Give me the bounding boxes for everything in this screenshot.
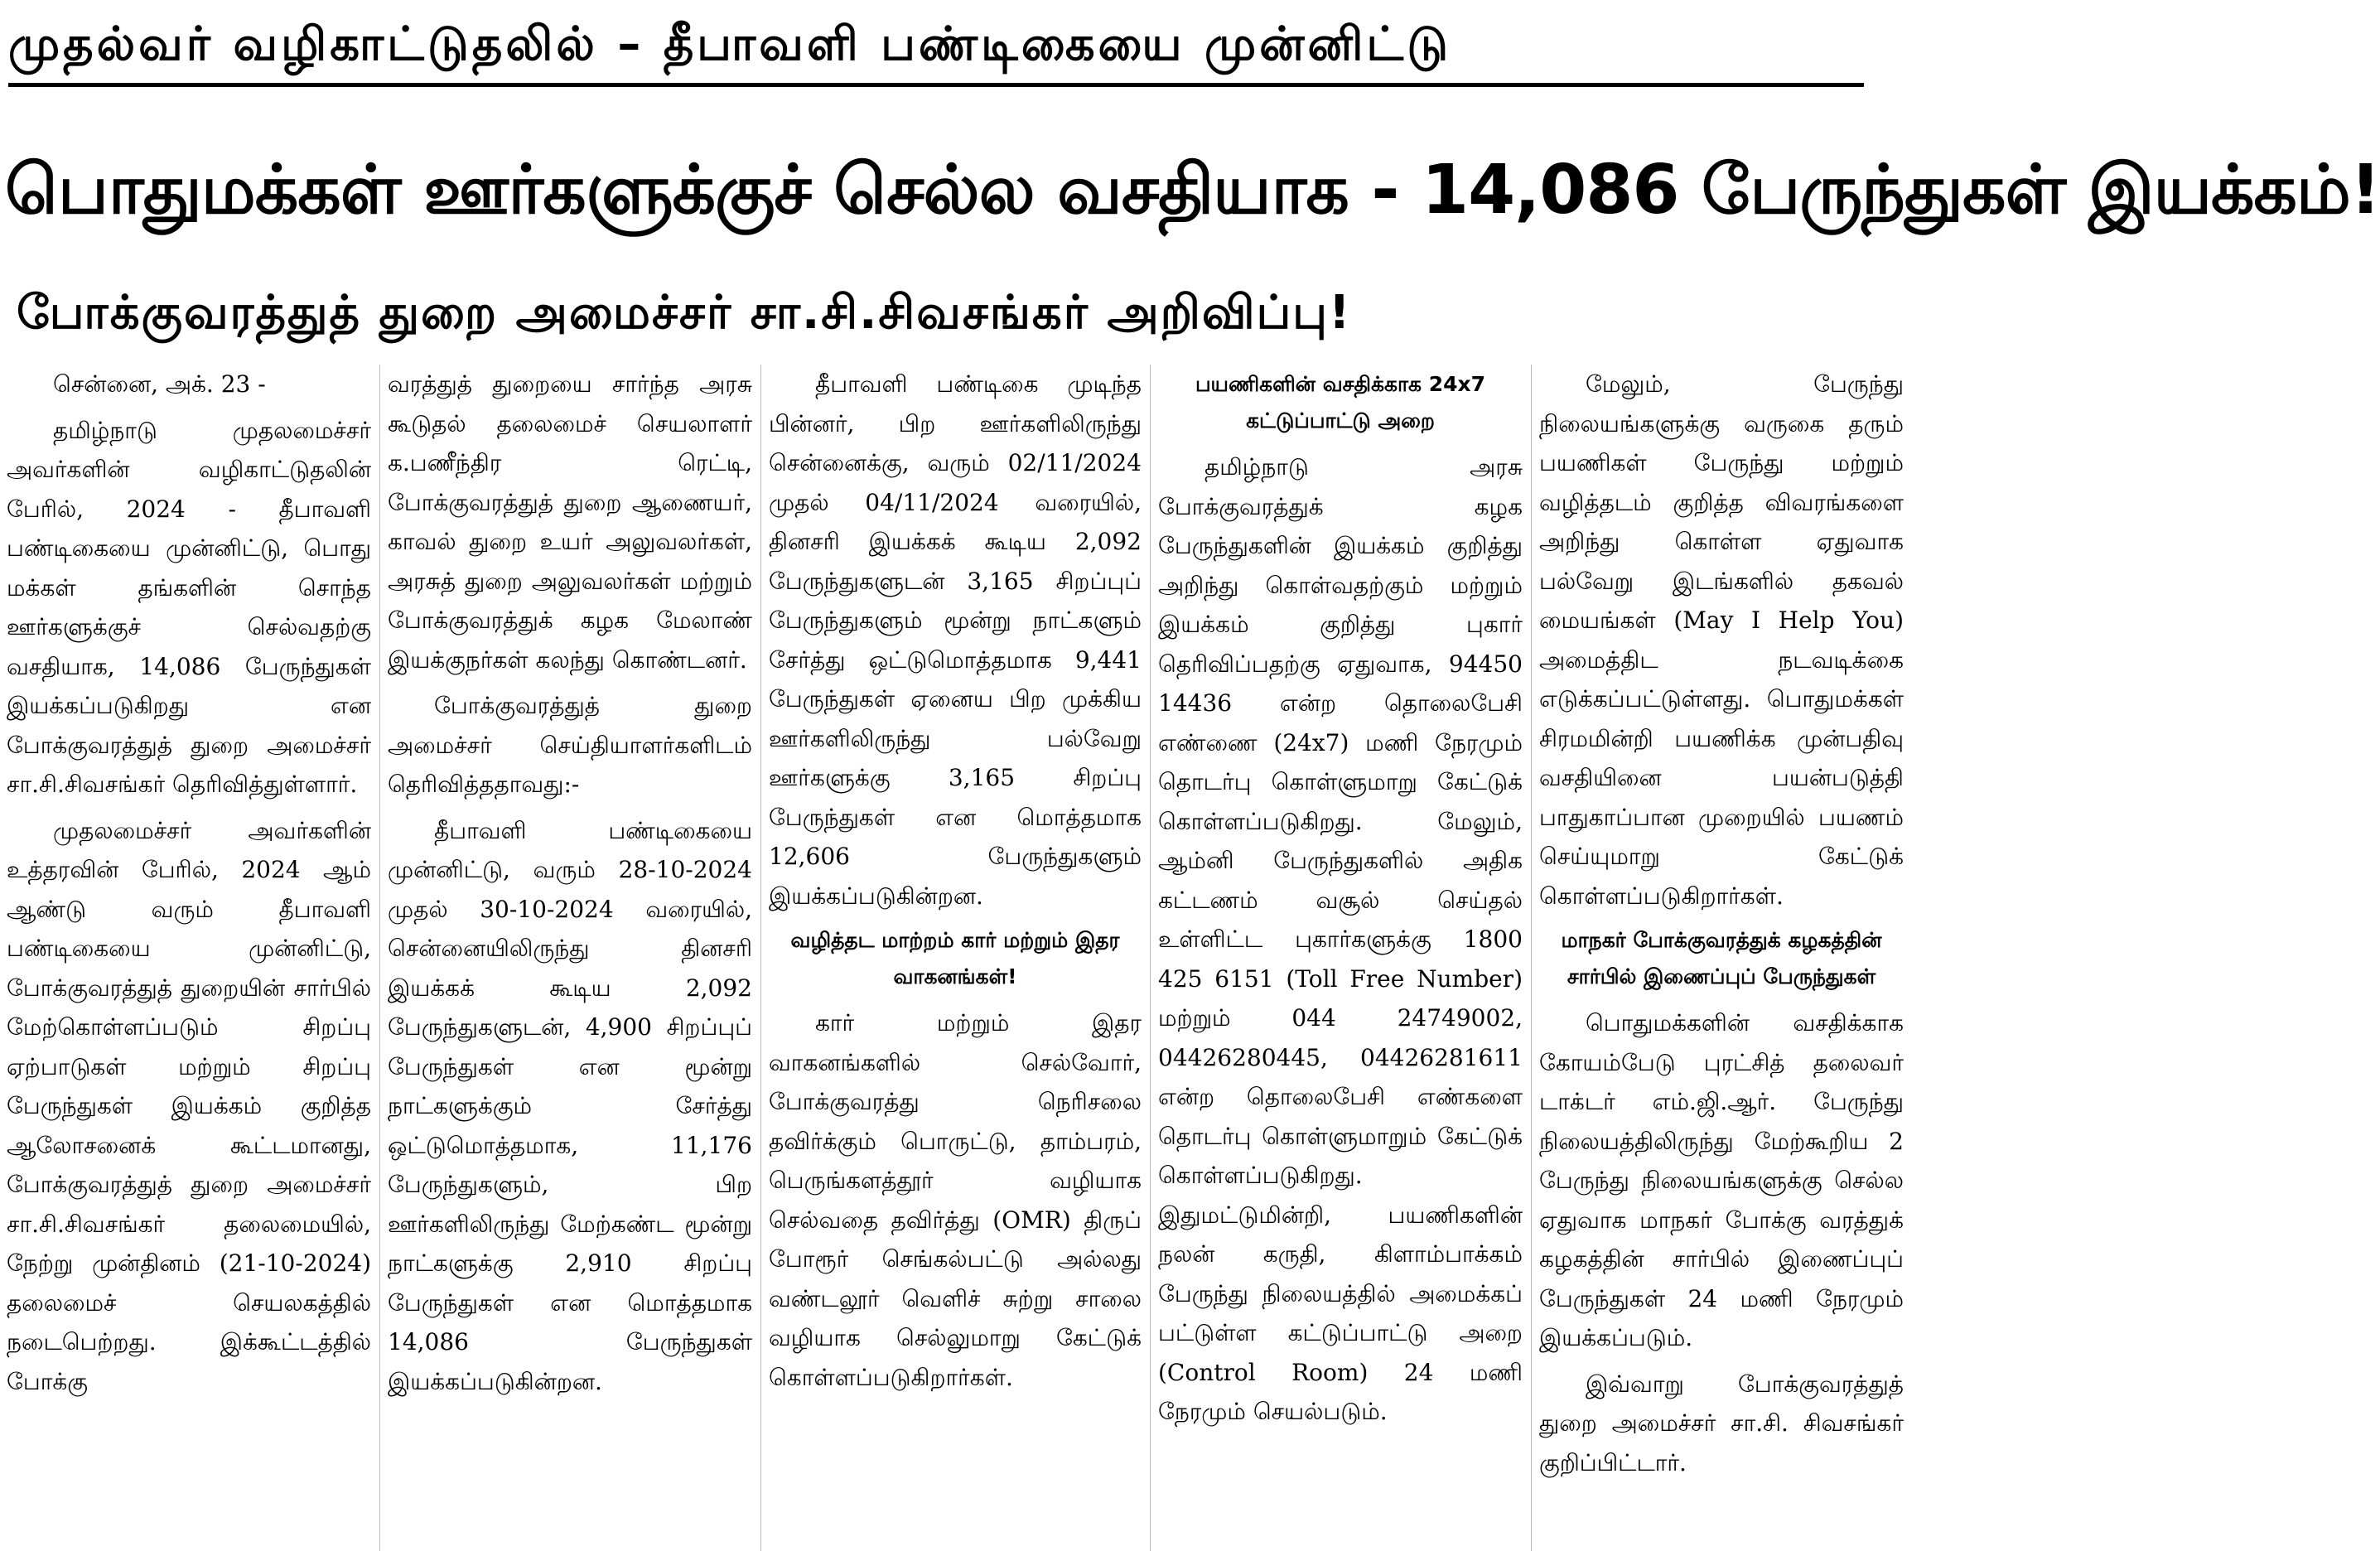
column-divider [760, 365, 761, 1551]
paragraph: போக்குவரத்துத் துறை அமைச்சர் செய்தியாளர்களிடம் தெரிவித்ததாவது:- [388, 692, 752, 798]
sub-headline: போக்குவரத்துத் துறை அமைச்சர் சா.சி.சிவசங்கர் அறிவிப்பு! [17, 286, 1352, 340]
article-column-5 [1539, 365, 1904, 1551]
paragraph: பொதுமக்களின் வசதிக்காக கோயம்பேடு புரட்சித் தலைவர் டாக்டர் எம்.ஜி.ஆர். பேருந்து நிலையத்திலிருந்து மேற்கூறிய 2 பேருந்து நிலையங்களுக்கு செல்ல ஏதுவாக மாநகர் போக்கு வரத்துக் கழகத்தின் சார்பில் இணைப்புப் பேருந்துகள் 24 மணி நேரமும் இயக்கப்படும். [1539, 1009, 1904, 1351]
article-column-3 [769, 365, 1142, 1551]
paragraph: தீபாவளி பண்டிகை முடிந்த பின்னர், பிற ஊர்களிலிருந்து சென்னைக்கு, வரும் 02/11/2024 முதல் 04/11/2024 வரையில், தினசரி இயக்கக் கூடிய 2,092 பேருந்துகளுடன் 3,165 சிறப்புப் பேருந்துகளும் மூன்று நாட்களும் சேர்த்து ஒட்டுமொத்தமாக 9,441 பேருந்துகள் ஏனைய பிற முக்கிய ஊர்களிலிருந்து பல்வேறு ஊர்களுக்கு 3,165 சிறப்பு பேருந்துகள் என மொத்தமாக 12,606 பேருந்துகளும் இயக்கப்படுகின்றன. [769, 370, 1142, 910]
section-heading: பயணிகளின் வசதிக்காக 24x7 கட்டுப்பாட்டு அறை [1195, 372, 1486, 432]
column-divider [379, 365, 380, 1551]
kicker-line: முதல்வர் வழிகாட்டுதலில் – தீபாவளி பண்டிகையை முன்னிட்டு [8, 17, 1452, 71]
column-divider [1531, 365, 1532, 1551]
section-heading: மாநகர் போக்குவரத்துக் கழகத்தின் சார்பில் இணைப்புப் பேருந்துகள் [1561, 928, 1882, 988]
paragraph: தமிழ்நாடு அரசு போக்குவரத்துக் கழக பேருந்துகளின் இயக்கம் குறித்து அறிந்து கொள்வதற்கும் மற்றும் இயக்கம் குறித்து புகார் தெரிவிப்பதற்கு ஏதுவாக, 94450 14436 என்ற தொலைபேசி எண்ணை (24x7) மணி நேரமும் தொடர்பு கொள்ளுமாறு கேட்டுக் கொள்ளப்படுகிறது. மேலும், ஆம்னி பேருந்துகளில் அதிக கட்டணம் வசூல் செய்தல் உள்ளிட்ட புகார்களுக்கு 1800 425 6151 (Toll Free Number) மற்றும் 044 24749002, 04426280445, 04426281611 என்ற தொலைபேசி எண்களை தொடர்பு கொள்ளுமாறும் கேட்டுக் கொள்ளப்படுகிறது. இதுமட்டுமின்றி, பயணிகளின் நலன் கருதி, கிளாம்பாக்கம் பேருந்து நிலையத்தில் அமைக்கப் பட்டுள்ள கட்டுப்பாட்டு அறை (Control Room) 24 மணி நேரமும் செயல்படும். [1158, 453, 1523, 1425]
paragraph: வரத்துத் துறையை சார்ந்த அரசு கூடுதல் தலைமைச் செயலாளர் க.பணீந்திர ரெட்டி, போக்குவரத்துத் துறை ஆணையர், காவல் துறை உயர் அலுவலர்கள், அரசுத் துறை அலுவலர்கள் மற்றும் போக்குவரத்துக் கழக மேலாண் இயக்குநர்கள் கலந்து கொண்டனர். [388, 370, 752, 674]
paragraph: இவ்வாறு போக்குவரத்துத் துறை அமைச்சர் சா.சி. சிவசங்கர் குறிப்பிட்டார். [1539, 1370, 1904, 1476]
section-heading: வழித்தட மாற்றம் கார் மற்றும் இதர வாகனங்கள்! [790, 928, 1120, 988]
paragraph: முதலமைச்சர் அவர்களின் உத்தரவின் பேரில், 2024 ஆம் ஆண்டு வரும் தீபாவளி பண்டிகையை முன்னிட்டு, போக்குவரத்துத் துறையின் சார்பில் மேற்கொள்ளப்படும் சிறப்பு ஏற்பாடுகள் மற்றும் சிறப்பு பேருந்துகள் இயக்கம் குறித்த ஆலோசனைக் கூட்டமானது, போக்குவரத்துத் துறை அமைச்சர் சா.சி.சிவசங்கர் தலைமையில், நேற்று முன்தினம் (21-10-2024) தலைமைச் செயலகத்தில் நடைபெற்றது. இக்கூட்டத்தில் போக்கு [7, 816, 371, 1395]
article-column-2 [388, 365, 752, 1551]
kicker-underline [8, 83, 1864, 87]
article-column-4 [1158, 365, 1523, 1551]
dateline: சென்னை, அக். 23 - [53, 370, 266, 398]
paragraph: தீபாவளி பண்டிகையை முன்னிட்டு, வரும் 28-10-2024 முதல் 30-10-2024 வரையில், சென்னையிலிருந்து தினசரி இயக்கக் கூடிய 2,092 பேருந்துகளுடன், 4,900 சிறப்புப் பேருந்துகள் என மூன்று நாட்களுக்கும் சேர்த்து ஒட்டுமொத்தமாக, 11,176 பேருந்துகளும், பிற ஊர்களிலிருந்து மேற்கண்ட மூன்று நாட்களுக்கு 2,910 சிறப்பு பேருந்துகள் என மொத்தமாக 14,086 பேருந்துகள் இயக்கப்படுகின்றன. [388, 816, 752, 1395]
paragraph: கார் மற்றும் இதர வாகனங்களில் செல்வோர், போக்குவரத்து நெரிசலை தவிர்க்கும் பொருட்டு, தாம்பரம், பெருங்களத்தூர் வழியாக செல்வதை தவிர்த்து (OMR) திருப் போரூர் செங்கல்பட்டு அல்லது வண்டலூர் வெளிச் சுற்று சாலை வழியாக செல்லுமாறு கேட்டுக் கொள்ளப்படுகிறார்கள். [769, 1009, 1142, 1391]
article-column-1 [7, 365, 371, 1551]
main-headline: பொதுமக்கள் ஊர்களுக்குச் செல்ல வசதியாக - 14,086 பேருந்துகள் இயக்கம்! [5, 151, 2380, 230]
paragraph: தமிழ்நாடு முதலமைச்சர் அவர்களின் வழிகாட்டுதலின் பேரில், 2024 - தீபாவளி பண்டிகையை முன்னிட்டு, பொது மக்கள் தங்களின் சொந்த ஊர்களுக்குச் செல்வதற்கு வசதியாக, 14,086 பேருந்துகள் இயக்கப்படுகிறது என போக்குவரத்துத் துறை அமைச்சர் சா.சி.சிவசங்கர் தெரிவித்துள்ளார். [7, 416, 371, 798]
column-divider [1150, 365, 1151, 1551]
paragraph: மேலும், பேருந்து நிலையங்களுக்கு வருகை தரும் பயணிகள் பேருந்து மற்றும் வழித்தடம் குறித்த விவரங்களை அறிந்து கொள்ள ஏதுவாக பல்வேறு இடங்களில் தகவல் மையங்கள் (May I Help You) அமைத்திட நடவடிக்கை எடுக்கப்பட்டுள்ளது. பொதுமக்கள் சிரமமின்றி பயணிக்க முன்பதிவு வசதியினை பயன்படுத்தி பாதுகாப்பான முறையில் பயணம் செய்யுமாறு கேட்டுக் கொள்ளப்படுகிறார்கள். [1539, 370, 1904, 910]
